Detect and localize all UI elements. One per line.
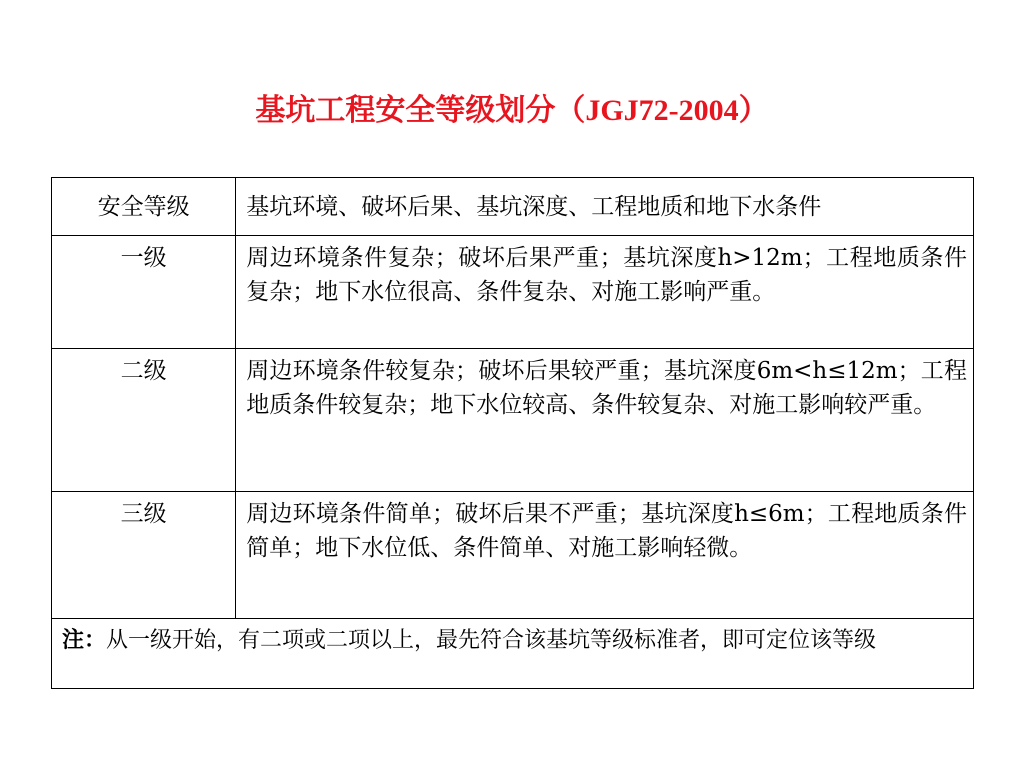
conditions-cell: 周边环境条件较复杂；破坏后果较严重；基坑深度6m<h≤12m；工程地质条件较复杂；地下水位较高、条件较复杂、对施工影响较严重。 [236,349,974,492]
note-cell [52,619,974,689]
note-row [52,619,974,689]
conditions-cell: 周边环境条件复杂；破坏后果严重；基坑深度h>12m；工程地质条件复杂；地下水位很高、条件复杂、对施工影响严重。 [236,236,974,349]
grade-cell: 一级 [52,236,236,349]
table-header-row [52,178,974,236]
table-row [52,492,974,619]
header-grade: 安全等级 [52,178,236,236]
table-row [52,349,974,492]
conditions-cell: 周边环境条件简单；破坏后果不严重；基坑深度h≤6m；工程地质条件简单；地下水位低、条件简单、对施工影响轻微。 [236,492,974,619]
header-conditions: 基坑环境、破坏后果、基坑深度、工程地质和地下水条件 [236,178,974,236]
note-label: 注： [62,627,107,653]
grade-cell: 三级 [52,492,236,619]
grade-cell: 二级 [52,349,236,492]
table-row [52,236,974,349]
page-title: 基坑工程安全等级划分（JGJ72-2004） [255,94,769,127]
note-text: 从一级开始，有二项或二项以上，最先符合该基坑等级标准者，即可定位该等级 [106,628,877,653]
safety-grade-table [51,177,974,689]
